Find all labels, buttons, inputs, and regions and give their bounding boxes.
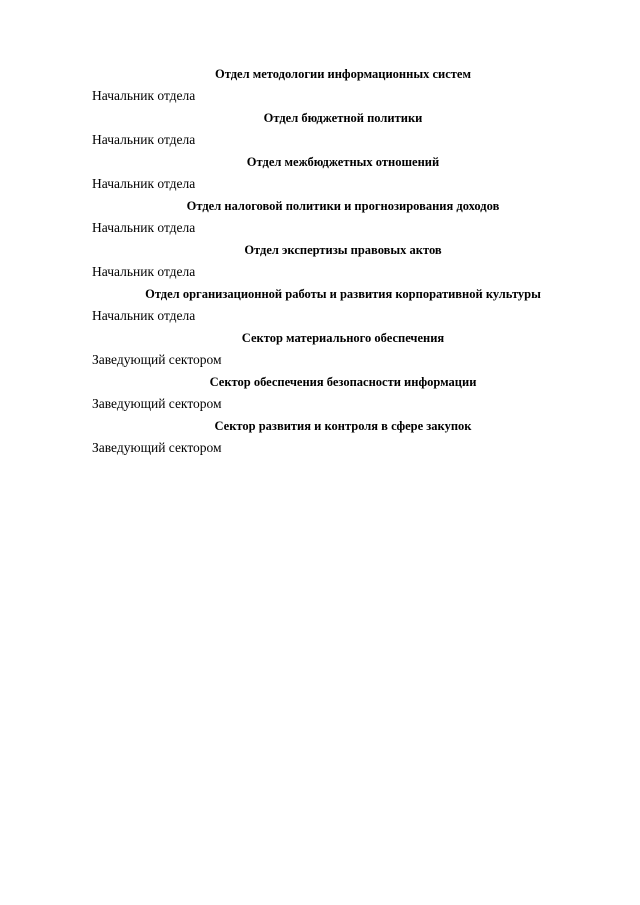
unit-role: Начальник отдела <box>92 264 196 279</box>
unit-title: Сектор развития и контроля в сфере закупок <box>214 419 472 433</box>
unit-block <box>92 152 594 196</box>
unit-role: Начальник отдела <box>92 132 196 147</box>
unit-title: Отдел методологии информационных систем <box>215 67 471 81</box>
unit-role: Начальник отдела <box>92 308 196 323</box>
unit-title: Отдел экспертизы правовых актов <box>244 243 442 257</box>
scan-artifact <box>30 6 44 14</box>
unit-title: Отдел налоговой политики и прогнозирования доходов <box>186 199 500 213</box>
unit-role: Заведующий сектором <box>92 440 222 455</box>
unit-title: Сектор обеспечения безопасности информации <box>209 375 477 389</box>
unit-title: Сектор материального обеспечения <box>241 331 445 345</box>
unit-block <box>92 372 594 416</box>
unit-block <box>92 196 594 240</box>
unit-role: Начальник отдела <box>92 176 196 191</box>
unit-title: Отдел межбюджетных отношений <box>246 155 440 169</box>
unit-block <box>92 108 594 152</box>
unit-role: Заведующий сектором <box>92 352 222 367</box>
unit-title: Отдел организационной работы и развития корпоративной культуры <box>145 287 541 301</box>
unit-role: Начальник отдела <box>92 88 196 103</box>
unit-title: Отдел бюджетной политики <box>263 111 423 125</box>
unit-role: Начальник отдела <box>92 220 196 235</box>
unit-block <box>92 328 594 372</box>
unit-role: Заведующий сектором <box>92 396 222 411</box>
unit-block <box>92 64 594 108</box>
unit-block <box>92 416 594 460</box>
unit-block <box>92 284 594 328</box>
unit-block <box>92 240 594 284</box>
org-units-list <box>92 64 594 460</box>
